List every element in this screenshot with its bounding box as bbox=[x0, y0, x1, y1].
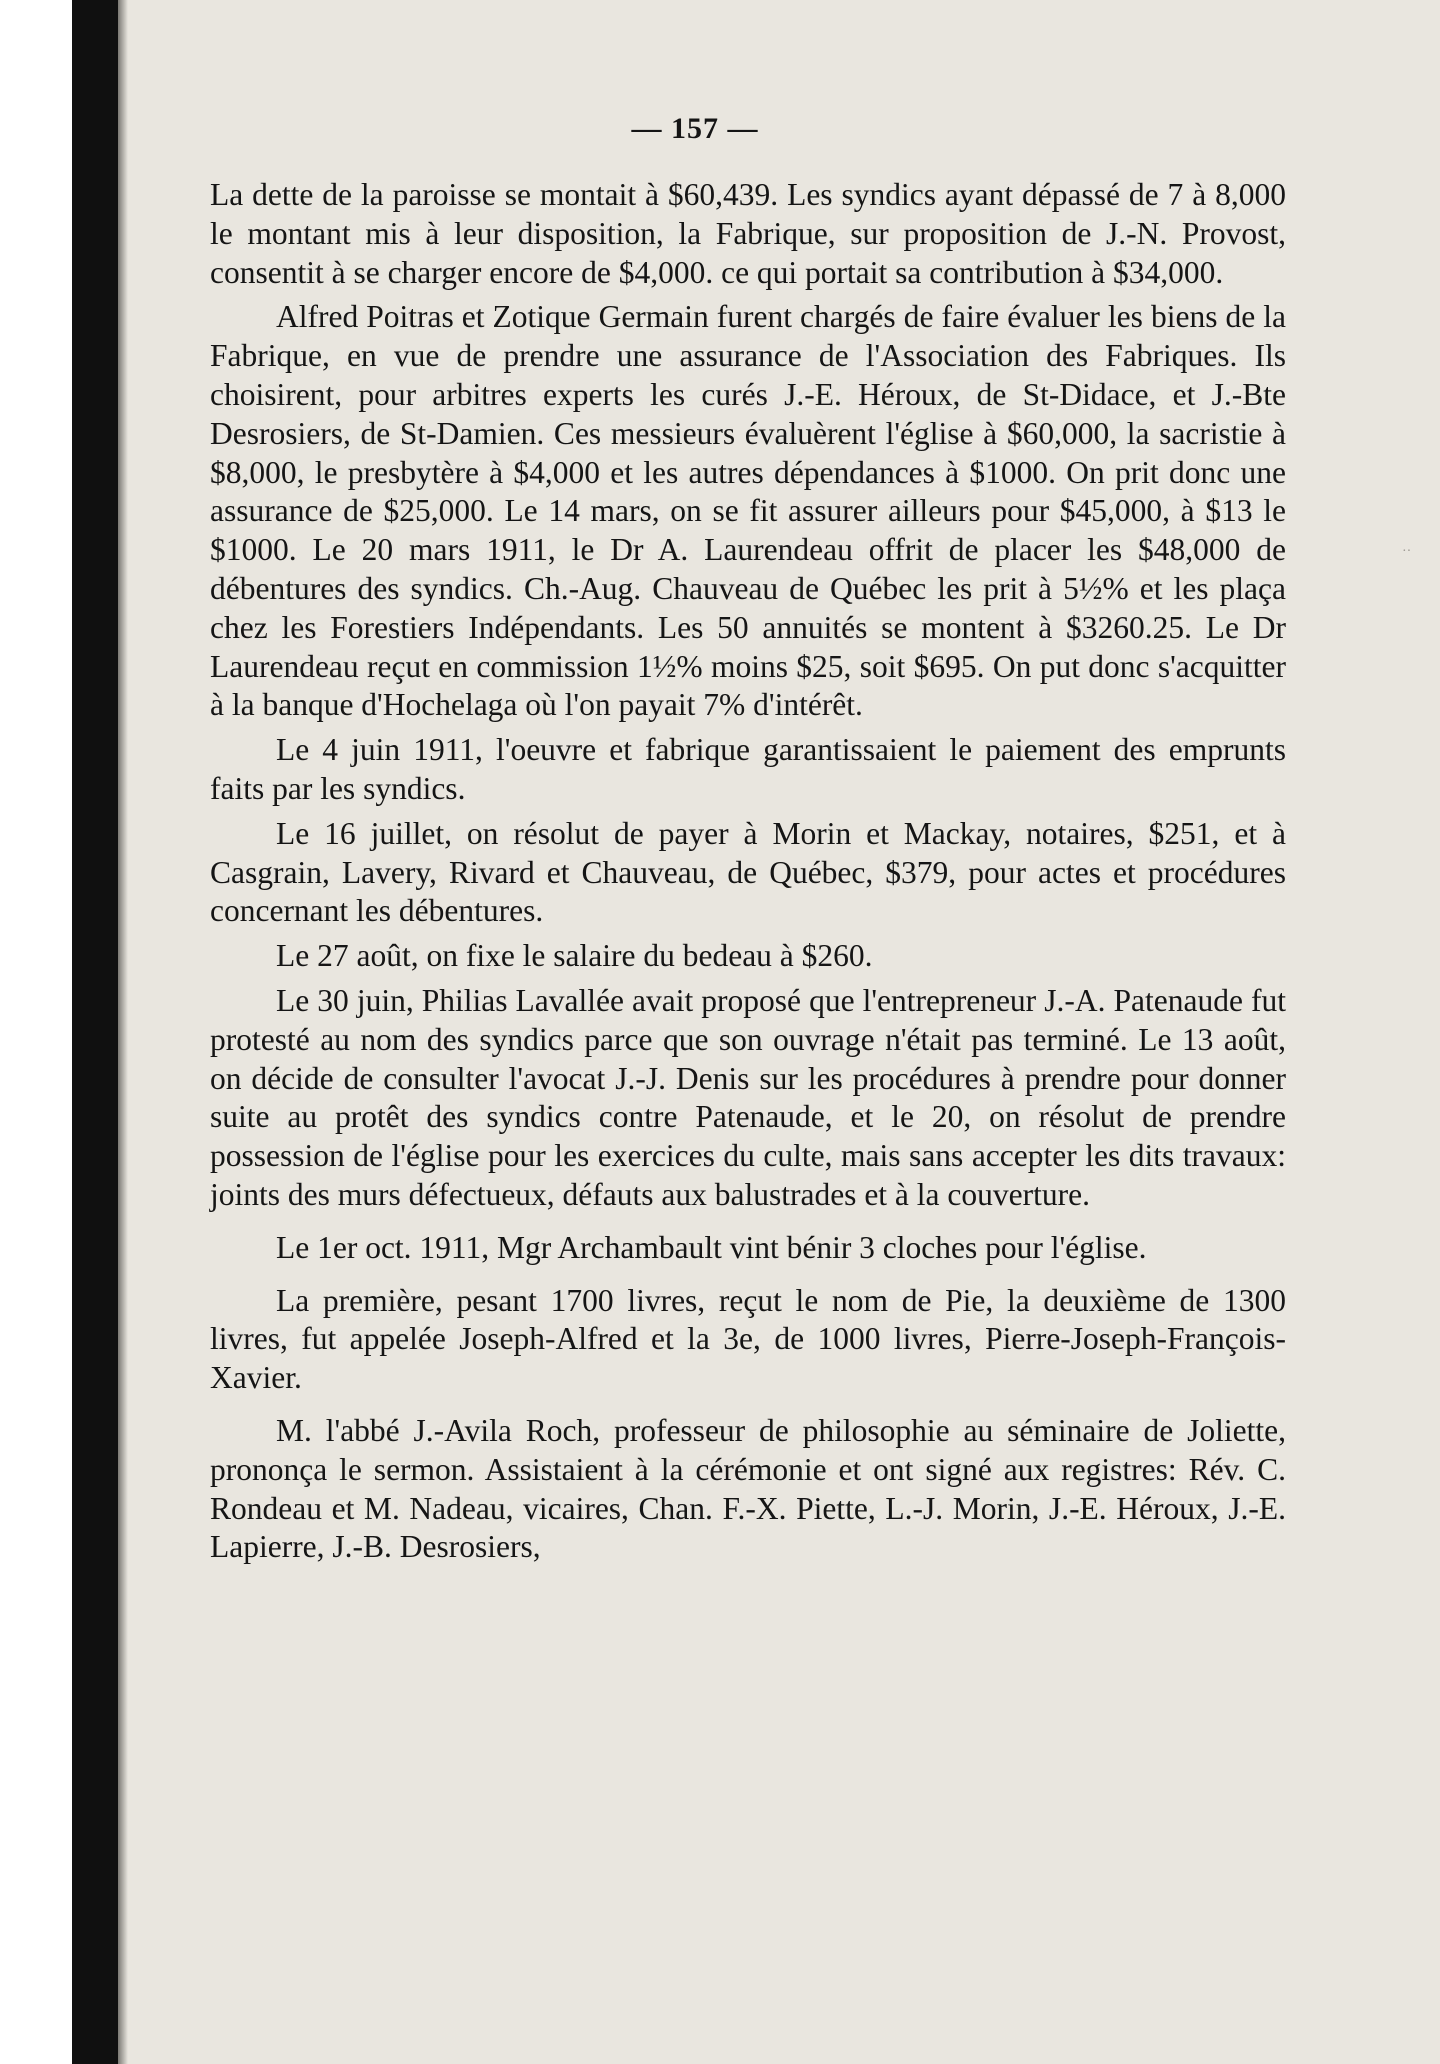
paragraph-notaries: Le 16 juillet, on résolut de payer à Morin et Mackay, notaires, $251, et à Casgrain, Lavery, Rivard et Chauveau, de Québec, $379, pour actes et procédures concernant les débentures. bbox=[210, 815, 1286, 929]
paragraph-bells-blessing: Le 1er oct. 1911, Mgr Archambault vint bénir 3 cloches pour l'église. bbox=[276, 1229, 1147, 1265]
body-text bbox=[210, 176, 1286, 1573]
paragraph-contractor-protest: Le 30 juin, Philias Lavallée avait proposé que l'entrepreneur J.-A. Patenaude fut protesté au nom des syndics parce que son ouvrage n'était pas terminé. Le 13 août, on décide de consulter l'avocat J.-J. Denis sur les procédures à prendre pour donner suite au protêt des syndics contre Patenaude, et le 20, on résolut de prendre possession de l'église pour les exercices du culte, mais sans accepter les dits travaux: joints des murs défectueux, défauts aux balustrades et à la couverture. bbox=[210, 982, 1286, 1212]
paragraph-insurance: Alfred Poitras et Zotique Germain furent chargés de faire évaluer les biens de la Fabrique, en vue de prendre une assurance de l'Association des Fabriques. Ils choisirent, pour arbitres experts les curés J.-E. Héroux, de St-Didace, et J.-Bte Desrosiers, de St-Damien. Ces messieurs évaluèrent l'église à $60,000, la sacristie à $8,000, le presbytère à $4,000 et les autres dépendances à $1000. On prit donc une assurance de $25,000. Le 14 mars, on se fit assurer ailleurs pour $45,000, à $13 le $1000. Le 20 mars 1911, le Dr A. Laurendeau offrit de placer les $48,000 de débentures des syndics. Ch.-Aug. Chauveau de Québec les prit à 5½% et les plaça chez les Forestiers Indépendants. Les 50 annuités se montent à $3260.25. Le Dr Laurendeau reçut en commission 1½% moins $25, soit $695. On put donc s'acquitter à la banque d'Hochelaga où l'on payait 7% d'intérêt. bbox=[210, 299, 1286, 723]
book-page bbox=[128, 0, 1440, 2064]
page-binding-margin bbox=[0, 0, 72, 2064]
page-number: — 157 — bbox=[631, 112, 759, 145]
paragraph-sermon: M. l'abbé J.-Avila Roch, professeur de philosophie au séminaire de Joliette, prononça le sermon. Assistaient à la cérémonie et ont signé aux registres: Rév. C. Rondeau et M. Nadeau, vicaires, Chan. F.-X. Piette, L.-J. Morin, J.-E. Héroux, J.-E. Lapierre, J.-B. Desrosiers, bbox=[210, 1412, 1286, 1565]
binding-shadow bbox=[72, 0, 118, 2064]
binding-gradient bbox=[118, 0, 128, 2064]
paragraph-bell-names: La première, pesant 1700 livres, reçut le nom de Pie, la deuxième de 1300 livres, fut appelée Joseph-Alfred et la 3e, de 1000 livres, Pierre-Joseph-François-Xavier. bbox=[210, 1282, 1286, 1396]
scan-speck: ·· bbox=[1402, 544, 1412, 559]
paragraph-debt: La dette de la paroisse se montait à $60,439. Les syndics ayant dépassé de 7 à 8,000 le montant mis à leur disposition, la Fabrique, sur proposition de J.-N. Provost, consentit à se charger encore de $4,000. ce qui portait sa contribution à $34,000. bbox=[210, 177, 1286, 290]
paragraph-guarantee: Le 4 juin 1911, l'oeuvre et fabrique garantissaient le paiement des emprunts faits par les syndics. bbox=[210, 732, 1286, 806]
paragraph-bedeau-salary: Le 27 août, on fixe le salaire du bedeau à $260. bbox=[276, 938, 873, 974]
